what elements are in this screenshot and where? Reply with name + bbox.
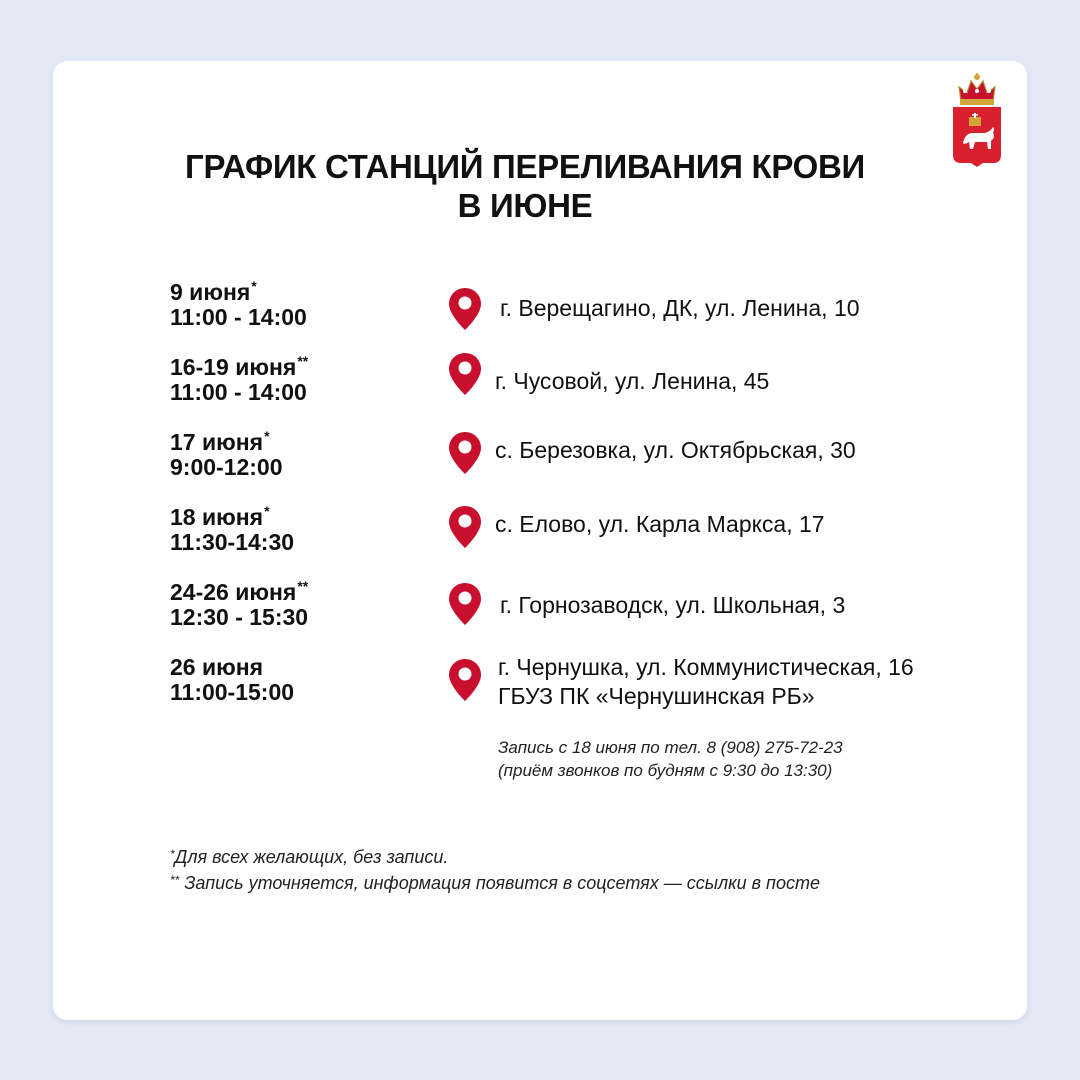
registration-note-line-2: (приём звонков по будням с 9:30 до 13:30) (498, 761, 833, 780)
registration-note (498, 736, 843, 782)
date-label: 17 июня (170, 429, 264, 455)
footnote-1-mark: * (170, 847, 175, 861)
location-pin-icon (448, 431, 482, 475)
title-line-1: ГРАФИК СТАНЦИЙ ПЕРЕЛИВАНИЯ КРОВИ (185, 148, 865, 185)
location-pin-icon (448, 658, 482, 702)
schedule-date-4 (170, 499, 294, 555)
schedule-card (53, 61, 1027, 1020)
schedule-address-6 (498, 653, 914, 711)
date-label: 16-19 июня (170, 354, 297, 380)
schedule-date-1 (170, 274, 307, 330)
schedule-address-4: с. Елово, ул. Карла Маркса, 17 (495, 511, 825, 537)
date-label: 18 июня (170, 504, 264, 530)
date-label: 9 июня (170, 279, 251, 305)
time-label: 11:00-15:00 (170, 679, 295, 705)
time-label: 9:00-12:00 (170, 454, 283, 480)
time-label: 11:00 - 14:00 (170, 379, 307, 405)
date-mark: * (251, 278, 257, 294)
schedule-address-3: с. Березовка, ул. Октябрьская, 30 (495, 437, 856, 463)
address-line-1: г. Чернушка, ул. Коммунистическая, 16 (498, 654, 914, 680)
date-label: 26 июня (170, 654, 264, 680)
location-pin-icon (448, 287, 482, 331)
date-mark: * (264, 428, 270, 444)
date-label: 24-26 июня (170, 579, 297, 605)
title-line-2: В ИЮНЕ (457, 187, 593, 224)
location-pin-icon (448, 505, 482, 549)
schedule-address-1: г. Верещагино, ДК, ул. Ленина, 10 (500, 295, 860, 321)
date-mark: ** (297, 353, 309, 369)
registration-note-line-1: Запись с 18 июня по тел. 8 (908) 275-72-23 (498, 738, 843, 757)
schedule-date-6 (170, 649, 294, 705)
schedule-date-5 (170, 574, 308, 630)
address-line-2: ГБУЗ ПК «Чернушинская РБ» (498, 683, 815, 709)
time-label: 12:30 - 15:30 (170, 604, 309, 630)
footnote-2 (170, 869, 820, 895)
schedule-address-2: г. Чусовой, ул. Ленина, 45 (495, 368, 770, 394)
date-mark: ** (297, 578, 309, 594)
page-title (53, 147, 997, 225)
schedule-date-2 (170, 349, 308, 405)
footnote-1-text: Для всех желающих, без записи. (174, 847, 449, 867)
location-pin-icon (448, 352, 482, 396)
date-mark: * (264, 503, 270, 519)
footnotes (170, 843, 820, 895)
footnote-1 (170, 843, 820, 869)
footnote-2-text: Запись уточняется, информация появится в соцсетях — ссылки в посте (179, 873, 820, 893)
schedule-address-5: г. Горнозаводск, ул. Школьная, 3 (500, 592, 846, 618)
location-pin-icon (448, 582, 482, 626)
schedule-date-3 (170, 424, 283, 480)
time-label: 11:00 - 14:00 (170, 304, 307, 330)
time-label: 11:30-14:30 (170, 529, 295, 555)
footnote-2-mark: ** (170, 873, 180, 887)
